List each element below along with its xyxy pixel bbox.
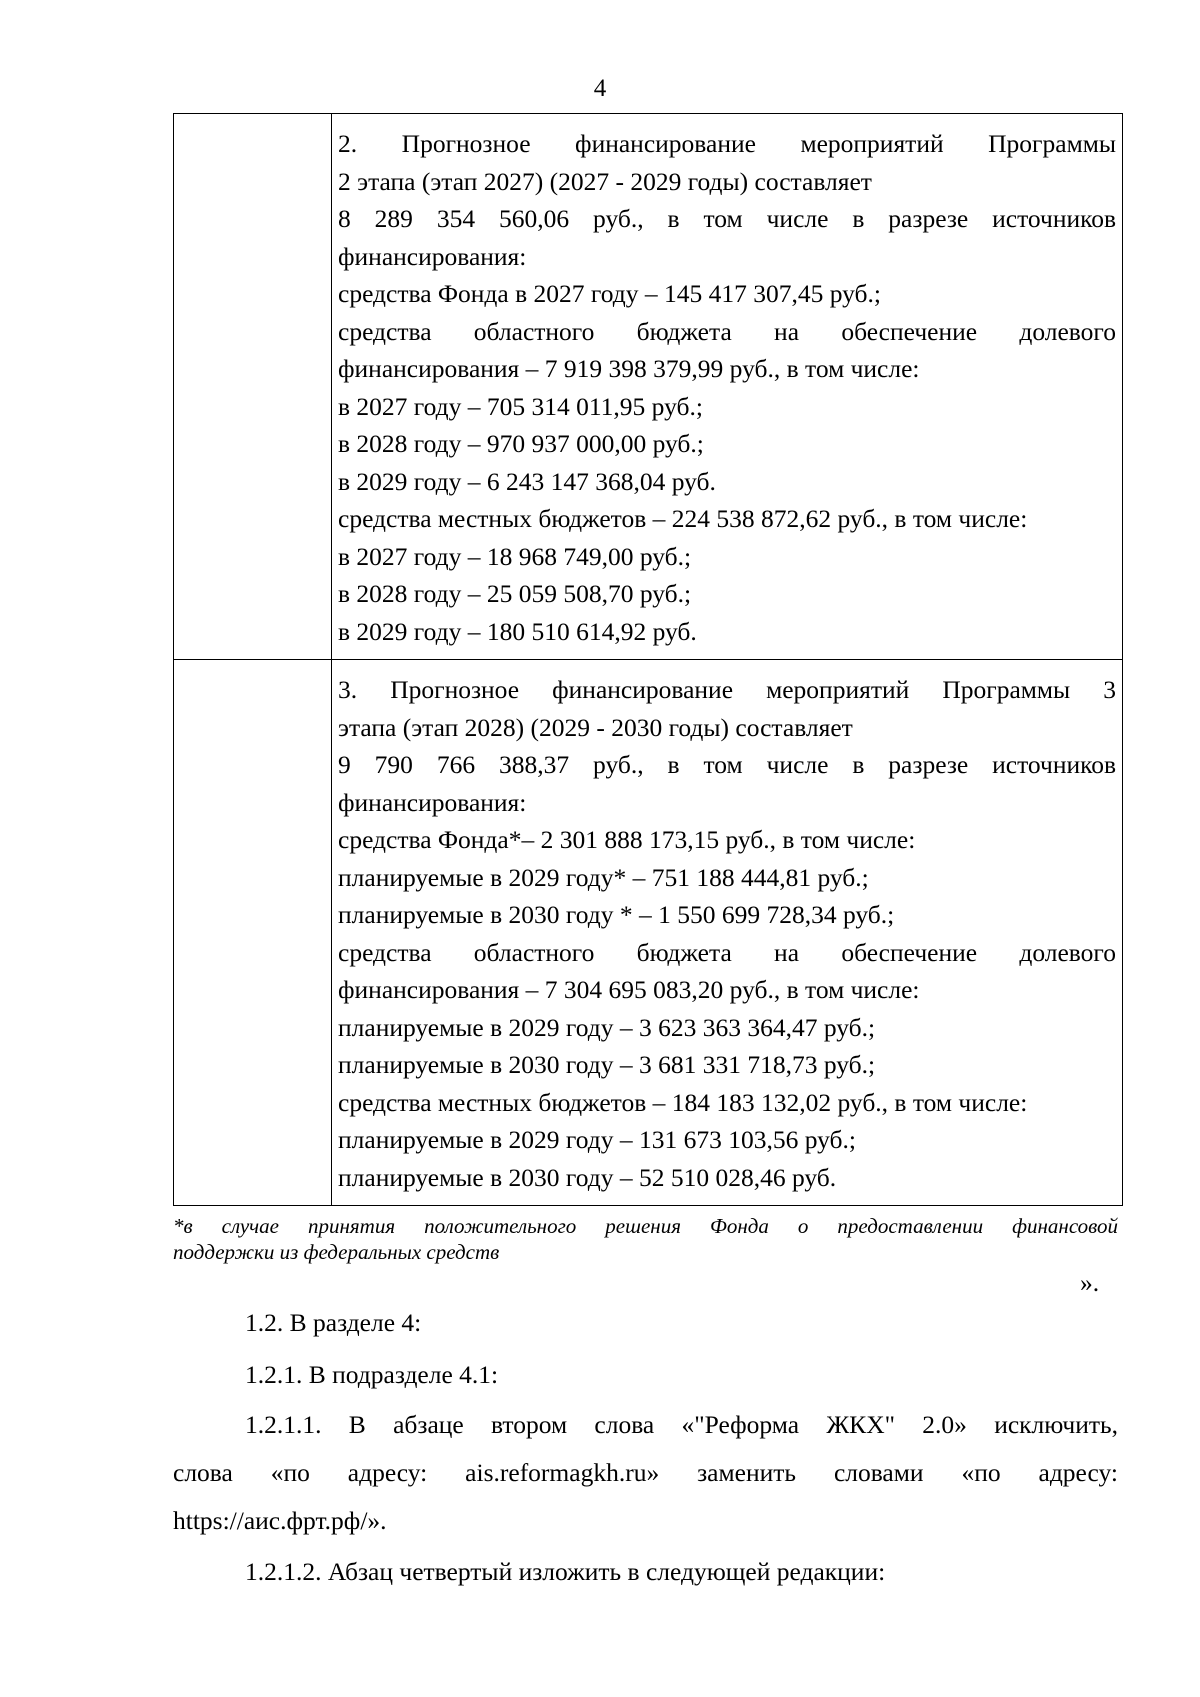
text-line: планируемые в 2029 году – 3 623 363 364,47 руб.; <box>338 1012 876 1042</box>
footnote-line: поддержки из федеральных средств <box>173 1240 500 1264</box>
text-line: этапа (этап 2028) (2029 - 2030 годы) составляет <box>338 712 853 742</box>
text-line: средства областного бюджета на обеспечение долевого <box>338 316 1116 346</box>
text-line: 2 этапа (этап 2027) (2027 - 2029 годы) составляет <box>338 166 872 196</box>
paragraph-1-2-1-1-line: https://аис.фрт.рф/». <box>173 1506 387 1535</box>
text-line: финансирования – 7 919 398 379,99 руб., в том числе: <box>338 354 920 383</box>
closing-quote: ». <box>1080 1268 1100 1297</box>
footnote-line: *в случае принятия положительного решения Фонда о предоставлении финансовой <box>173 1214 1118 1238</box>
text-line: в 2027 году – 705 314 011,95 руб.; <box>338 391 703 421</box>
table-cell-empty <box>174 114 332 660</box>
financing-table <box>173 113 1123 1206</box>
text-line: планируемые в 2029 году – 131 673 103,56 руб.; <box>338 1125 856 1154</box>
text-line: в 2028 году – 25 059 508,70 руб.; <box>338 579 692 608</box>
table-row <box>174 660 1123 1206</box>
text-line: 8 289 354 560,06 руб., в том числе в разрезе источников <box>338 204 1116 233</box>
text-line: финансирования – 7 304 695 083,20 руб., в том числе: <box>338 975 920 1004</box>
table-cell-stage-2 <box>332 114 1123 660</box>
paragraph-1-2-1-2: 1.2.1.2. Абзац четвертый изложить в следующей редакции: <box>245 1557 886 1586</box>
page-number: 4 <box>593 75 607 102</box>
text-line: в 2027 году – 18 968 749,00 руб.; <box>338 541 692 571</box>
text-line: средства Фонда*– 2 301 888 173,15 руб., в том числе: <box>338 825 916 854</box>
paragraph-1-2: 1.2. В разделе 4: <box>245 1308 422 1337</box>
paragraph-1-2-1-1-line: слова «по адресу: ais.reformagkh.ru» заменить словами «по адресу: <box>173 1458 1118 1487</box>
table-row <box>174 114 1123 660</box>
text-line: планируемые в 2030 году – 52 510 028,46 руб. <box>338 1162 837 1192</box>
table-cell-empty <box>174 660 332 1206</box>
text-line: в 2028 году – 970 937 000,00 руб.; <box>338 429 704 458</box>
text-line: 9 790 766 388,37 руб., в том числе в разрезе источников <box>338 750 1116 779</box>
text-line: планируемые в 2030 году – 3 681 331 718,73 руб.; <box>338 1050 876 1079</box>
paragraph-1-2-1-1-line: 1.2.1.1. В абзаце втором слова «"Реформа ЖКХ" 2.0» исключить, <box>245 1410 1118 1439</box>
text-line: планируемые в 2029 году* – 751 188 444,81 руб.; <box>338 862 869 892</box>
text-line: средства местных бюджетов – 224 538 872,62 руб., в том числе: <box>338 504 1028 533</box>
text-line: финансирования: <box>338 241 527 271</box>
paragraph-1-2-1: 1.2.1. В подразделе 4.1: <box>245 1360 499 1389</box>
text-line: средства Фонда в 2027 году – 145 417 307,45 руб.; <box>338 279 881 308</box>
text-line: в 2029 году – 180 510 614,92 руб. <box>338 616 697 646</box>
footnote <box>173 1213 1118 1265</box>
text-line: планируемые в 2030 году * – 1 550 699 728,34 руб.; <box>338 900 895 929</box>
text-line: 3. Прогнозное финансирование мероприятий Программы 3 <box>338 675 1116 704</box>
text-line: 2. Прогнозное финансирование мероприятий Программы <box>338 129 1116 158</box>
text-line: средства областного бюджета на обеспечение долевого <box>338 937 1116 967</box>
text-line: средства местных бюджетов – 184 183 132,02 руб., в том числе: <box>338 1087 1028 1117</box>
text-line: финансирования: <box>338 787 527 817</box>
text-line: в 2029 году – 6 243 147 368,04 руб. <box>338 466 716 496</box>
table-cell-stage-3 <box>332 660 1123 1206</box>
